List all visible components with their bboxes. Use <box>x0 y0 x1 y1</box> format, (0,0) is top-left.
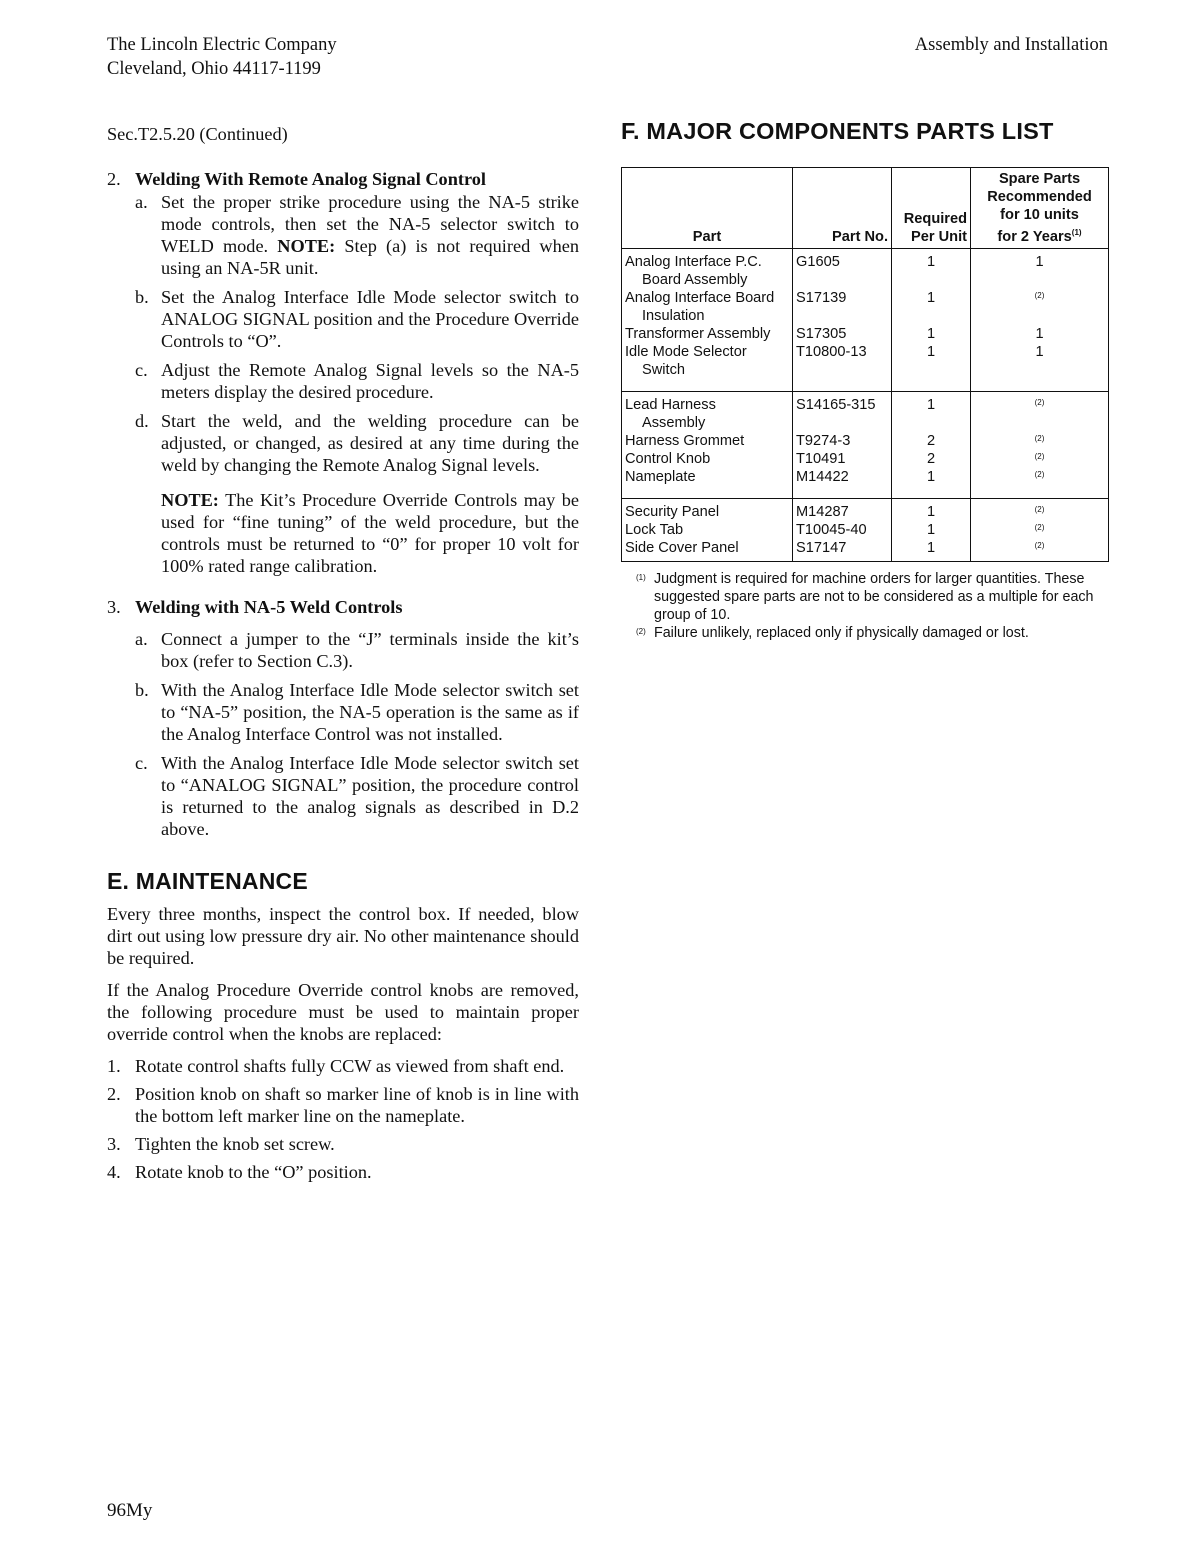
item-3-step-c <box>107 752 579 840</box>
cell-spare <box>971 539 1109 562</box>
cell-spare: 1 <box>971 248 1109 289</box>
cell-spare <box>971 450 1109 468</box>
item-2-a-note-label: NOTE: <box>277 236 336 256</box>
item-2-note-label: NOTE: <box>161 490 219 510</box>
cell-part: Nameplate <box>622 468 793 499</box>
col-header-required-line-2: Per Unit <box>911 228 967 245</box>
header-company-block <box>107 33 337 81</box>
part-name-cont: Board Assembly <box>642 271 748 288</box>
footnote-2-ref: (2) <box>1034 504 1045 514</box>
maintenance-step <box>107 1083 579 1127</box>
part-name-cont: Assembly <box>642 414 706 431</box>
item-2-number: 2. <box>107 169 121 189</box>
company-name: The Lincoln Electric Company <box>107 35 337 55</box>
section-continued: Sec.T2.5.20 (Continued) <box>107 124 288 144</box>
step-text: Rotate control shafts fully CCW as viewed from shaft end. <box>135 1056 565 1076</box>
cell-part-no: S14165-315 <box>793 391 892 432</box>
step-number: 2. <box>107 1084 121 1104</box>
item-2-step-b <box>107 286 579 352</box>
cell-part-no: M14287 <box>793 498 892 521</box>
part-name: Lead Harness <box>625 396 716 413</box>
table-row <box>622 468 1109 499</box>
left-column <box>107 123 579 1183</box>
item-2 <box>107 168 579 190</box>
footnote-2 <box>621 624 1111 642</box>
footnote-2-ref: (2) <box>1034 290 1045 300</box>
table-row <box>622 343 1109 392</box>
footnote-2-ref: (2) <box>1034 397 1045 407</box>
cell-part <box>622 391 793 432</box>
footnote-2-marker: (2) <box>636 626 646 636</box>
item-3-a-text: Connect a jumper to the “J” terminals inside the kit’s box (refer to Section C.3). <box>161 629 579 671</box>
part-name: Analog Interface Board <box>625 289 775 306</box>
item-2-note-text: The Kit’s Procedure Override Controls may be used for “fine tuning” of the weld procedure, but the controls must be returned to “0” for proper 10 volt for 100% rated range calibration. <box>161 490 579 576</box>
cell-spare <box>971 468 1109 499</box>
cell-spare <box>971 391 1109 432</box>
cell-part: Harness Grommet <box>622 432 793 450</box>
cell-part-no: G1605 <box>793 248 892 289</box>
cell-part: Lock Tab <box>622 521 793 539</box>
cell-spare <box>971 432 1109 450</box>
cell-part: Security Panel <box>622 498 793 521</box>
footnote-2-ref: (2) <box>1034 469 1045 479</box>
cell-part-no: T10800-13 <box>793 343 892 392</box>
item-3-c-letter: c. <box>135 753 148 773</box>
step-text: Tighten the knob set screw. <box>135 1134 335 1154</box>
table-row <box>622 289 1109 325</box>
item-2-a-text: Set the proper strike procedure using the NA-5 strike mode controls, then set the NA-5 selector switch to WELD mode. <box>161 192 579 256</box>
cell-required: 1 <box>892 325 971 343</box>
footnote-2-ref: (2) <box>1034 451 1045 461</box>
item-3-title: Welding with NA-5 Weld Controls <box>135 597 403 617</box>
footnote-1 <box>621 570 1111 624</box>
col-header-required <box>892 168 971 249</box>
cell-part: Side Cover Panel <box>622 539 793 562</box>
table-row <box>622 539 1109 562</box>
item-2-d-text: Start the weld, and the welding procedure can be adjusted, or changed, as desired at any time during the weld by changing the Remote Analog Signal levels. <box>161 411 579 475</box>
step-number: 4. <box>107 1162 121 1182</box>
cell-required: 1 <box>892 248 971 289</box>
item-2-d-letter: d. <box>135 411 149 431</box>
cell-required: 2 <box>892 432 971 450</box>
cell-part-no: S17139 <box>793 289 892 325</box>
cell-spare <box>971 521 1109 539</box>
cell-spare <box>971 289 1109 325</box>
cell-required: 2 <box>892 450 971 468</box>
cell-part: Control Knob <box>622 450 793 468</box>
item-2-step-d <box>107 410 579 476</box>
parts-list-heading: F. MAJOR COMPONENTS PARTS LIST <box>621 118 1054 144</box>
footnote-2-text: Failure unlikely, replaced only if physically damaged or lost. <box>654 624 1029 641</box>
maintenance-para-1: Every three months, inspect the control box. If needed, blow dirt out using low pressure dry air. No other maintenance should be required. <box>107 904 579 968</box>
table-row <box>622 325 1109 343</box>
table-row <box>622 391 1109 432</box>
col-header-spare <box>971 168 1109 249</box>
item-2-b-letter: b. <box>135 287 149 307</box>
cell-required: 1 <box>892 468 971 499</box>
maintenance-step <box>107 1161 579 1183</box>
item-2-step-a <box>107 191 579 279</box>
cell-required: 1 <box>892 539 971 562</box>
part-name: Idle Mode Selector <box>625 343 747 360</box>
col-header-spare-line-3: for 10 units <box>1000 207 1079 223</box>
table-row <box>622 498 1109 521</box>
cell-required: 1 <box>892 391 971 432</box>
col-header-part-no: Part No. <box>793 168 892 249</box>
footnote-2-ref: (2) <box>1034 522 1045 532</box>
company-address: Cleveland, Ohio 44117-1199 <box>107 59 321 79</box>
header-section-title: Assembly and Installation <box>914 35 1108 55</box>
item-2-title: Welding With Remote Analog Signal Control <box>135 169 486 189</box>
table-row <box>622 450 1109 468</box>
col-header-required-line-1: Required <box>903 210 967 227</box>
right-column <box>621 118 1111 642</box>
item-3-b-text: With the Analog Interface Idle Mode selector switch set to “NA-5” position, the NA-5 operation is the same as if the Analog Interface Control was not installed. <box>161 680 579 744</box>
page-code: 96My <box>107 1500 153 1521</box>
maintenance-para-2: If the Analog Procedure Override control knobs are removed, the following procedure must be used to maintain proper override control when the knobs are replaced: <box>107 980 579 1044</box>
part-name: Analog Interface P.C. <box>625 253 762 270</box>
part-name-cont: Switch <box>642 361 685 378</box>
item-3-step-b <box>107 679 579 745</box>
step-text: Position knob on shaft so marker line of knob is in line with the bottom left marker line on the nameplate. <box>135 1084 579 1126</box>
col-header-spare-years: for 2 Years <box>997 228 1072 245</box>
table-row <box>622 432 1109 450</box>
table-footnotes <box>621 570 1111 642</box>
cell-spare: 1 <box>971 325 1109 343</box>
cell-part-no: M14422 <box>793 468 892 499</box>
item-3-c-text: With the Analog Interface Idle Mode selector switch set to “ANALOG SIGNAL” position, the procedure control is returned to the analog signals as described in D.2 above. <box>161 753 579 839</box>
item-3-step-a <box>107 628 579 672</box>
col-header-part: Part <box>622 168 793 249</box>
cell-required: 1 <box>892 498 971 521</box>
item-3-a-letter: a. <box>135 629 148 649</box>
footnote-1-text: Judgment is required for machine orders for larger quantities. These suggested spare parts are not to be considered as a multiple for each group of 10. <box>654 570 1094 623</box>
cell-spare <box>971 498 1109 521</box>
maintenance-step <box>107 1133 579 1155</box>
item-3 <box>107 596 579 618</box>
cell-spare: 1 <box>971 343 1109 392</box>
parts-table-header-row <box>622 168 1109 249</box>
item-2-c-letter: c. <box>135 360 148 380</box>
cell-required: 1 <box>892 521 971 539</box>
item-2-a-letter: a. <box>135 192 148 212</box>
cell-part <box>622 343 793 392</box>
step-number: 1. <box>107 1056 121 1076</box>
col-header-spare-line-4 <box>974 224 1105 246</box>
cell-part-no: S17305 <box>793 325 892 343</box>
footnote-2-ref: (2) <box>1034 540 1045 550</box>
item-2-a-note-text: Step (a) is not required when using an NA-5R unit. <box>161 236 579 278</box>
parts-table <box>621 167 1109 562</box>
item-3-b-letter: b. <box>135 680 149 700</box>
cell-required: 1 <box>892 343 971 392</box>
cell-part <box>622 289 793 325</box>
table-row <box>622 521 1109 539</box>
maintenance-step <box>107 1055 579 1077</box>
col-header-spare-line-1: Spare Parts <box>998 171 1081 187</box>
cell-part-no: S17147 <box>793 539 892 562</box>
item-2-step-c <box>107 359 579 403</box>
table-row <box>622 248 1109 289</box>
item-2-note <box>107 489 579 577</box>
cell-part-no: T10045-40 <box>793 521 892 539</box>
item-3-number: 3. <box>107 597 121 617</box>
cell-part-no: T10491 <box>793 450 892 468</box>
maintenance-heading: E. MAINTENANCE <box>107 868 308 894</box>
item-2-b-text: Set the Analog Interface Idle Mode selector switch to ANALOG SIGNAL position and the Procedure Override Controls to “O”. <box>161 287 579 351</box>
step-number: 3. <box>107 1134 121 1154</box>
footnote-1-ref: (1) <box>1071 228 1082 237</box>
part-name-cont: Insulation <box>642 307 705 324</box>
step-text: Rotate knob to the “O” position. <box>135 1162 372 1182</box>
cell-part-no: T9274-3 <box>793 432 892 450</box>
cell-part: Transformer Assembly <box>622 325 793 343</box>
cell-part <box>622 248 793 289</box>
col-header-spare-line-2: Recommended <box>987 189 1092 205</box>
item-2-c-text: Adjust the Remote Analog Signal levels so the NA-5 meters display the desired procedure. <box>161 360 579 402</box>
cell-required: 1 <box>892 289 971 325</box>
footnote-2-ref: (2) <box>1034 433 1045 443</box>
footnote-1-marker: (1) <box>636 572 646 582</box>
